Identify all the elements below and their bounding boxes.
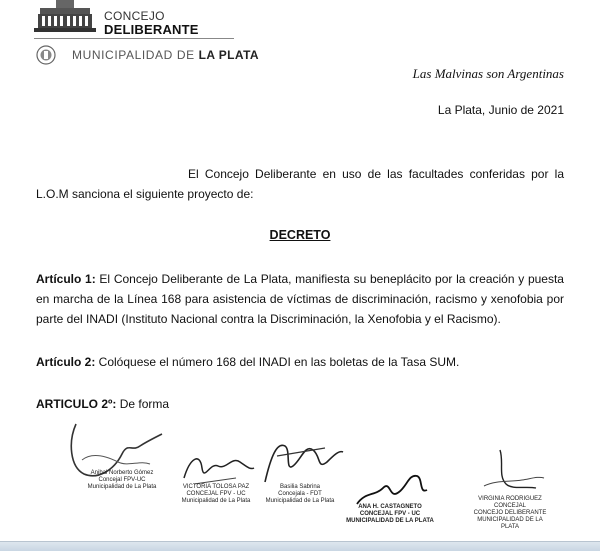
signature-3-org: Municipalidad de La Plata: [265, 498, 335, 504]
signature-5-role: CONCEJAL: [493, 503, 526, 509]
article-2-label: Artículo 2:: [36, 355, 96, 369]
signature-4-org: MUNICIPALIDAD DE LA PLATA: [346, 518, 434, 524]
signature-2-name: VICTORIA TOLOSA PAZ: [182, 484, 250, 490]
signature-1-name: Anibal Norberto Gómez: [90, 470, 154, 476]
signature-block-4: [345, 470, 435, 532]
intro-paragraph: El Concejo Deliberante en uso de las facultades conferidas por la L.O.M sanciona el siguiente proyecto de:: [36, 167, 564, 201]
signature-1-role: Concejal FPV-UC: [98, 477, 146, 483]
handwritten-signature-3: [255, 436, 345, 488]
article-2: [36, 352, 564, 372]
handwritten-signature-5: [470, 446, 550, 496]
article-1-text: El Concejo Deliberante de La Plata, manifiesta su beneplácito por la creación y puesta en marcha de la Línea 168 para asistencia de víctimas de discriminación, racismo y xenofobia por parte del INADI (Instituto Nacional contra la Discriminación, la Xenofobia y el Racismo).: [36, 272, 564, 326]
signature-5-org2: MUNICIPALIDAD DE LA PLATA: [477, 517, 543, 530]
signature-block-3: [255, 436, 345, 528]
signature-5-name: VIRGINIA RODRIGUEZ: [478, 496, 542, 502]
logo-deliberante-text: DELIBERANTE: [104, 22, 199, 37]
signature-4-role: CONCEJAL FPV - UC: [359, 511, 421, 517]
signature-2-role: CONCEJAL FPV - UC: [186, 491, 246, 497]
concejo-building-logo: [34, 0, 96, 36]
municipalidad-prefix: MUNICIPALIDAD DE: [72, 48, 199, 62]
signature-block-1: [62, 412, 172, 530]
signature-block-5: [470, 446, 550, 530]
header-divider: [34, 38, 234, 39]
signature-3-name: Basilia Sabrina: [279, 484, 321, 490]
municipalidad-heading: [72, 48, 259, 62]
municipalidad-city: LA PLATA: [198, 48, 259, 62]
signature-2-org: Municipalidad de La Plata: [181, 498, 251, 504]
municipal-seal-icon: [36, 45, 56, 65]
article-1-label: Artículo 1:: [36, 272, 96, 286]
motto: Las Malvinas son Argentinas: [412, 66, 564, 81]
signature-3-role: Concejala - FDT: [278, 491, 322, 497]
document-title: DECRETO: [269, 228, 331, 242]
signature-block-2: [176, 448, 256, 528]
article-1: [36, 269, 564, 329]
article-3-text: De forma: [116, 397, 170, 411]
signature-5-org: CONCEJO DELIBERANTE: [473, 510, 547, 516]
logo-concejo-text: CONCEJO: [104, 9, 165, 23]
article-3-label: ARTICULO 2º:: [36, 397, 117, 411]
article-2-text: Colóquese el número 168 del INADI en las boletas de la Tasa SUM.: [95, 355, 460, 369]
document-date: La Plata, Junio de 2021: [437, 103, 564, 117]
article-3: [36, 394, 564, 414]
signature-1-org: Municipalidad de La Plata: [87, 484, 157, 490]
signature-4-name: ANA H. CASTAGNETO: [358, 504, 422, 510]
